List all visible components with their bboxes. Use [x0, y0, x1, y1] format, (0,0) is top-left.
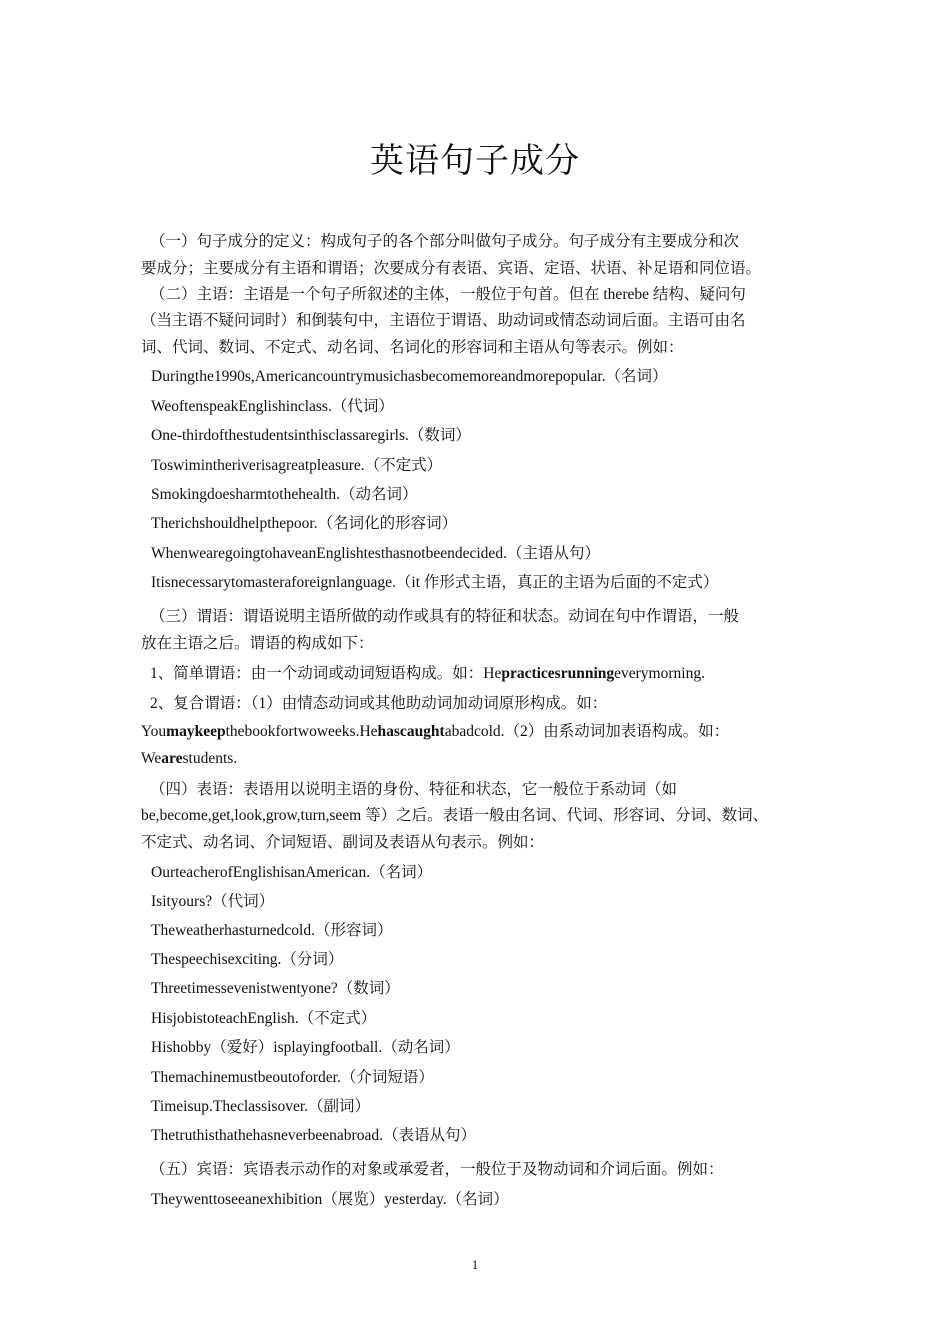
bold-predicate: are [161, 750, 183, 767]
example-sentence: Thetruthisthathehasneverbeenabroad.（表语从句） [151, 1127, 476, 1144]
paragraph-line: 要成分；主要成分有主语和谓语；次要成分有表语、宾语、定语、状语、补足语和同位语。 [141, 260, 762, 277]
paragraph-line: 不定式、动名词、介词短语、副词及表语从句表示。例如： [141, 834, 545, 851]
paragraph-line: （二）主语：主语是一个句子所叙述的主体，一般位于句首。但在 therebe 结构、疑问句 [150, 286, 746, 303]
bold-predicate: practicesrunning [501, 665, 615, 682]
example-sentence: Threetimessevenistwentyone?（数词） [151, 980, 400, 997]
paragraph-line: 词、代词、数词、不定式、动名词、名词化的形容词和主语从句等表示。例如： [141, 339, 684, 356]
paragraph-line: （一）句子成分的定义：构成句子的各个部分叫做句子成分。句子成分有主要成分和次 [150, 233, 740, 250]
example-sentence: Thespeechisexciting.（分词） [151, 951, 344, 968]
example-sentence: Theywenttoseeanexhibition（展览）yesterday.（名词） [151, 1191, 509, 1208]
bold-predicate: maykeep [166, 723, 226, 740]
example-sentence: Smokingdoesharmtothehealth.（动名词） [151, 486, 418, 503]
paragraph-line: be,become,get,look,grow,turn,seem 等）之后。表语一般由名词、代词、形容词、分词、数词、 [141, 807, 769, 824]
example-sentence: Therichshouldhelpthepoor.（名词化的形容词） [151, 515, 458, 532]
compound-predicate-example [141, 722, 729, 742]
document-title: 英语句子成分 [370, 141, 580, 181]
page-number: 1 [471, 1257, 479, 1272]
example-sentence: Theweatherhasturnedcold.（形容词） [151, 922, 393, 939]
example-sentence: Timeisup.Theclassisover.（副词） [151, 1098, 371, 1115]
text-span: everymorning. [614, 665, 705, 682]
example-sentence: Isityours?（代词） [151, 893, 275, 910]
simple-predicate-line [150, 664, 705, 684]
example-sentence: WhenwearegoingtohaveanEnglishtesthasnotbeendecided.（主语从句） [151, 545, 600, 562]
example-sentence: WeoftenspeakEnglishinclass.（代词） [151, 398, 394, 415]
paragraph-line: （五）宾语：宾语表示动作的对象或承爱者，一般位于及物动词和介词后面。例如： [150, 1161, 724, 1178]
text-span: abadcold.（2）由系动词加表语构成。如： [444, 723, 730, 740]
paragraph-line: （当主语不疑问词时）和倒装句中，主语位于谓语、助动词或情态动词后面。主语可由名 [141, 312, 746, 329]
text-span: thebookfortwoweeks.He [225, 723, 378, 740]
example-sentence: Themachinemustbeoutoforder.（介词短语） [151, 1069, 434, 1086]
example-sentence: Toswimintheriverisagreatpleasure.（不定式） [151, 457, 443, 474]
compound-predicate-line: 2、复合谓语：（1）由情态动词或其他助动词加动词原形构成。如： [150, 695, 608, 712]
bold-predicate: hascaught [377, 723, 445, 740]
text-span: students. [182, 750, 238, 767]
example-sentence: Itisnecessarytomasteraforeignlanguage.（it 作形式主语，真正的主语为后面的不定式） [151, 574, 719, 591]
text-span: We [141, 750, 162, 767]
example-sentence: Hishobby（爱好）isplayingfootball.（动名词） [151, 1039, 460, 1056]
example-sentence: Duringthe1990s,Americancountrymusichasbecomemoreandmorepopular.（名词） [151, 368, 668, 385]
paragraph-line: （四）表语：表语用以说明主语的身份、特征和状态，它一般位于系动词（如 [150, 781, 678, 798]
paragraph-line: 放在主语之后。谓语的构成如下： [141, 635, 374, 652]
text-span: 1、简单谓语：由一个动词或动词短语构成。如：He [150, 665, 502, 682]
text-span: You [141, 723, 167, 740]
example-sentence: OurteacherofEnglishisanAmerican.（名词） [151, 864, 433, 881]
paragraph-line: （三）谓语：谓语说明主语所做的动作或具有的特征和状态。动词在句中作谓语，一般 [150, 608, 740, 625]
example-sentence: HisjobistoteachEnglish.（不定式） [151, 1010, 377, 1027]
example-sentence: One-thirdofthestudentsinthisclassaregirls.（数词） [151, 427, 471, 444]
compound-predicate-example [141, 749, 237, 769]
